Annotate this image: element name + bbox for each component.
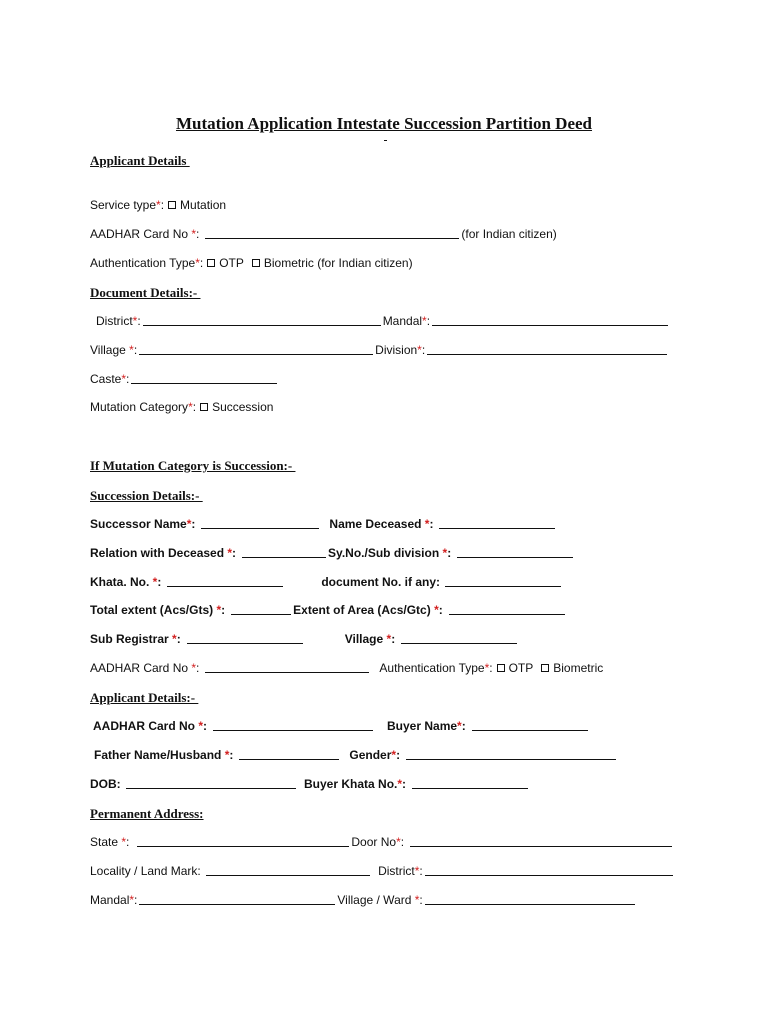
address-district-field[interactable] bbox=[425, 874, 673, 876]
succession-otp-checkbox[interactable] bbox=[497, 664, 505, 672]
succession-details-heading: Succession Details:- bbox=[90, 488, 203, 503]
colon: : bbox=[203, 719, 208, 733]
succession-otp-label: OTP bbox=[508, 661, 534, 675]
colon: : bbox=[402, 777, 407, 791]
required-star: * bbox=[397, 777, 403, 791]
service-type-label: Service type bbox=[90, 198, 157, 212]
gender-field[interactable] bbox=[406, 758, 616, 760]
buyer-khata-label: Buyer Khata No. bbox=[304, 777, 398, 791]
door-no-field[interactable] bbox=[410, 845, 672, 847]
required-star: * bbox=[195, 256, 200, 270]
gender-label: Gender bbox=[349, 748, 392, 762]
colon: : bbox=[196, 661, 200, 675]
succession-village-label: Village bbox=[344, 632, 387, 646]
mutation-category-row bbox=[90, 400, 273, 414]
colon: : bbox=[489, 661, 493, 675]
succession-auth-label: Authentication Type bbox=[379, 661, 485, 675]
khata-row bbox=[90, 575, 563, 589]
state-row bbox=[90, 835, 674, 849]
succession-aadhar-field[interactable] bbox=[205, 671, 369, 673]
required-star: * bbox=[121, 372, 127, 386]
permanent-address-heading: Permanent Address: bbox=[90, 806, 204, 821]
colon: : bbox=[391, 632, 396, 646]
required-star: * bbox=[391, 748, 397, 762]
colon: : bbox=[134, 893, 138, 907]
required-star: * bbox=[198, 719, 204, 733]
division-label: Division bbox=[375, 343, 418, 357]
locality-row bbox=[90, 864, 675, 878]
door-no-label: Door No bbox=[351, 835, 397, 849]
required-star: * bbox=[224, 748, 230, 762]
succession-aadhar-row bbox=[90, 661, 603, 675]
dob-row bbox=[90, 777, 530, 791]
division-field[interactable] bbox=[427, 353, 667, 355]
colon: : bbox=[126, 372, 130, 386]
mutation-checkbox[interactable] bbox=[168, 201, 176, 209]
colon: : bbox=[461, 719, 466, 733]
colon: : bbox=[191, 517, 196, 531]
succession-village-field[interactable] bbox=[401, 642, 517, 644]
required-star: * bbox=[414, 864, 420, 878]
mutation-option-label: Mutation bbox=[180, 198, 227, 212]
required-star: * bbox=[129, 343, 134, 357]
village-field[interactable] bbox=[139, 353, 373, 355]
colon: : bbox=[160, 198, 165, 212]
district-label: District bbox=[96, 314, 133, 328]
otp-label: OTP bbox=[219, 256, 244, 270]
successor-name-label: Successor Name bbox=[90, 517, 187, 531]
succession-biometric-checkbox[interactable] bbox=[541, 664, 549, 672]
name-deceased-label: Name Deceased bbox=[329, 517, 425, 531]
address-mandal-label: Mandal bbox=[90, 893, 130, 907]
colon: : bbox=[133, 343, 138, 357]
buyer-khata-field[interactable] bbox=[412, 787, 528, 789]
district-mandal-row bbox=[96, 314, 670, 328]
dob-field[interactable] bbox=[126, 787, 296, 789]
aadhar-row bbox=[90, 227, 557, 241]
colon: : bbox=[447, 546, 452, 560]
required-star: * bbox=[414, 893, 420, 907]
succession-checkbox[interactable] bbox=[200, 403, 208, 411]
relation-label: Relation with Deceased bbox=[90, 546, 228, 560]
state-label: State bbox=[90, 835, 122, 849]
colon: : bbox=[196, 227, 200, 241]
applicant-aadhar-row bbox=[93, 719, 590, 733]
document-details-heading: Document Details:- bbox=[90, 285, 201, 300]
dob-label: DOB: bbox=[90, 777, 124, 791]
extent-area-field[interactable] bbox=[449, 613, 565, 615]
caste-field[interactable] bbox=[131, 382, 277, 384]
village-label: Village bbox=[90, 343, 130, 357]
locality-field[interactable] bbox=[206, 874, 370, 876]
mandal-label: Mandal bbox=[382, 314, 423, 328]
total-extent-label: Total extent (Acs/Gts) bbox=[90, 603, 217, 617]
sub-registrar-field[interactable] bbox=[187, 642, 303, 644]
colon: : bbox=[429, 517, 434, 531]
successor-row bbox=[90, 517, 557, 531]
required-star: * bbox=[417, 343, 422, 357]
colon: : bbox=[229, 748, 234, 762]
aadhar-label: AADHAR Card No bbox=[90, 227, 192, 241]
required-star: * bbox=[129, 893, 135, 907]
colon: : bbox=[157, 575, 162, 589]
succession-option-label: Succession bbox=[212, 400, 274, 414]
required-star: * bbox=[484, 661, 490, 675]
applicant-details-2-heading: Applicant Details:- bbox=[90, 690, 199, 705]
colon: : bbox=[176, 632, 181, 646]
required-star: * bbox=[386, 632, 392, 646]
required-star: * bbox=[424, 517, 430, 531]
required-star: * bbox=[191, 227, 197, 241]
extent-row bbox=[90, 603, 567, 617]
sy-no-field[interactable] bbox=[457, 556, 573, 558]
colon: : bbox=[199, 256, 204, 270]
biometric-checkbox[interactable] bbox=[252, 259, 260, 267]
colon: : bbox=[232, 546, 237, 560]
colon: : bbox=[137, 314, 141, 328]
document-no-label: document No. if any: bbox=[321, 575, 444, 589]
district-field[interactable] bbox=[143, 324, 381, 326]
sy-no-label: Sy.No./Sub division bbox=[328, 546, 443, 560]
state-field[interactable] bbox=[137, 845, 349, 847]
relation-field[interactable] bbox=[242, 556, 326, 558]
required-star: * bbox=[457, 719, 462, 733]
mutation-category-label: Mutation Category bbox=[90, 400, 189, 414]
colon: : bbox=[419, 864, 423, 878]
colon: : bbox=[400, 835, 405, 849]
khata-label: Khata. No. bbox=[90, 575, 153, 589]
applicant-aadhar-label: AADHAR Card No bbox=[93, 719, 199, 733]
village-ward-field[interactable] bbox=[425, 903, 635, 905]
aadhar-field[interactable] bbox=[205, 237, 459, 239]
required-star: * bbox=[188, 400, 193, 414]
succession-aadhar-label: AADHAR Card No bbox=[90, 661, 192, 675]
caste-row bbox=[90, 372, 279, 386]
if-succession-heading: If Mutation Category is Succession:- bbox=[90, 458, 296, 473]
colon: : bbox=[192, 400, 197, 414]
succession-biometric-label: Biometric bbox=[553, 661, 604, 675]
required-star: * bbox=[186, 517, 192, 531]
required-star: * bbox=[156, 198, 161, 212]
page-title: Mutation Application Intestate Succession Partition Deed bbox=[175, 114, 593, 133]
colon: : bbox=[421, 343, 426, 357]
required-star: * bbox=[434, 603, 439, 617]
address-district-label: District bbox=[378, 864, 415, 878]
required-star: * bbox=[422, 314, 427, 328]
required-star: * bbox=[191, 661, 197, 675]
stray-mark bbox=[384, 140, 387, 141]
father-row bbox=[94, 748, 618, 762]
auth-type-row bbox=[90, 256, 413, 270]
biometric-label: Biometric (for Indian citizen) bbox=[263, 256, 413, 270]
required-star: * bbox=[172, 632, 177, 646]
colon: : bbox=[221, 603, 226, 617]
sub-registrar-label: Sub Registrar bbox=[90, 632, 173, 646]
total-extent-field[interactable] bbox=[231, 613, 291, 615]
caste-label: Caste bbox=[90, 372, 122, 386]
required-star: * bbox=[132, 314, 138, 328]
required-star: * bbox=[227, 546, 233, 560]
colon: : bbox=[426, 314, 431, 328]
locality-label: Locality / Land Mark: bbox=[90, 864, 205, 878]
village-division-row bbox=[90, 343, 669, 357]
address-mandal-field[interactable] bbox=[139, 903, 335, 905]
colon: : bbox=[419, 893, 423, 907]
required-star: * bbox=[442, 546, 448, 560]
extent-area-label: Extent of Area (Acs/Gtc) bbox=[293, 603, 435, 617]
mandal-field[interactable] bbox=[432, 324, 668, 326]
buyer-name-label: Buyer Name bbox=[387, 719, 458, 733]
required-star: * bbox=[121, 835, 127, 849]
auth-type-label: Authentication Type bbox=[90, 256, 196, 270]
father-name-field[interactable] bbox=[239, 758, 339, 760]
service-type-row bbox=[90, 198, 226, 212]
relation-row bbox=[90, 546, 575, 560]
village-ward-label: Village / Ward bbox=[337, 893, 415, 907]
buyer-name-field[interactable] bbox=[472, 729, 588, 731]
aadhar-suffix: (for Indian citizen) bbox=[461, 227, 557, 241]
sub-registrar-row bbox=[90, 632, 519, 646]
mandal-village-row bbox=[90, 893, 637, 907]
applicant-aadhar-field[interactable] bbox=[213, 729, 373, 731]
colon: : bbox=[396, 748, 401, 762]
required-star: * bbox=[216, 603, 222, 617]
name-deceased-field[interactable] bbox=[439, 527, 555, 529]
colon: : bbox=[126, 835, 130, 849]
colon: : bbox=[438, 603, 443, 617]
applicant-details-heading: Applicant Details bbox=[90, 153, 190, 168]
document-no-field[interactable] bbox=[445, 585, 561, 587]
khata-field[interactable] bbox=[167, 585, 283, 587]
otp-checkbox[interactable] bbox=[207, 259, 215, 267]
required-star: * bbox=[152, 575, 158, 589]
successor-name-field[interactable] bbox=[201, 527, 319, 529]
required-star: * bbox=[396, 835, 401, 849]
father-name-label: Father Name/Husband bbox=[94, 748, 225, 762]
